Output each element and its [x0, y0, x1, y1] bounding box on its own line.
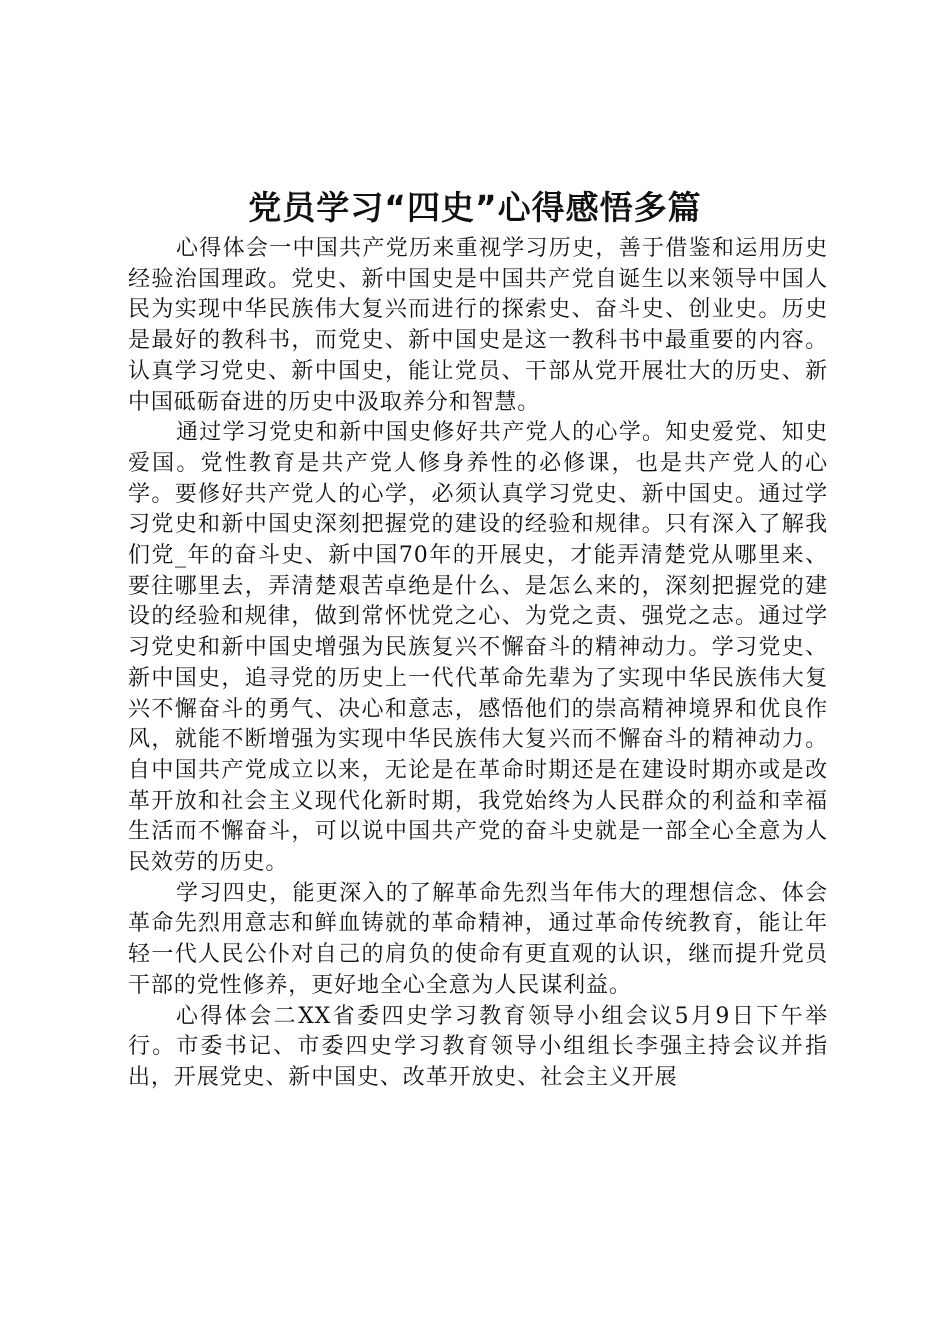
document-title: 党员学习“四史”心得感悟多篇	[248, 188, 702, 227]
paragraph-1: 心得体会一中国共产党历来重视学习历史，善于借鉴和运用历史经验治国理政。党史、新中国史是中国共产党自诞生以来领导中国人民为实现中华民族伟大复兴而进行的探索史、奋斗史、创业史。历史是最好的教科书，而党史、新中国史是这一教科书中最重要的内容。认真学习党史、新中国史，能让党员、干部从党开展壮大的历史、新中国砥砺奋进的历史中汲取养分和智慧。	[128, 236, 828, 415]
paragraph-2: 通过学习党史和新中国史修好共产党人的心学。知史爱党、知史爱国。党性教育是共产党人修身养性的必修课，也是共产党人的心学。要修好共产党人的心学，必须认真学习党史、新中国史。通过学习党史和新中国史深刻把握党的建设的经验和规律。只有深入了解我们党_年的奋斗史、新中国70年的开展史，才能弄清楚党从哪里来、要往哪里去，弄清楚艰苦卓绝是什么、是怎么来的，深刻把握党的建设的经验和规律，做到常怀忧党之心、为党之责、强党之志。通过学习党史和新中国史增强为民族复兴不懈奋斗的精神动力。学习党史、新中国史，追寻党的历史上一代代革命先辈为了实现中华民族伟大复兴不懈奋斗的勇气、决心和意志，感悟他们的崇高精神境界和优良作风，就能不断增强为实现中华民族伟大复兴而不懈奋斗的精神动力。自中国共产党成立以来，无论是在革命时期还是在建设时期亦或是改革开放和社会主义现代化新时期，我党始终为人民群众的利益和幸福生活而不懈奋斗，可以说中国共产党的奋斗史就是一部全心全意为人民效劳的历史。	[128, 420, 828, 876]
paragraph-3: 学习四史，能更深入的了解革命先烈当年伟大的理想信念、体会革命先烈用意志和鲜血铸就的革命精神，通过革命传统教育，能让年轻一代人民公仆对自己的肩负的使命有更直观的认识，继而提升党员干部的党性修养，更好地全心全意为人民谋利益。	[128, 880, 828, 998]
document-body	[128, 234, 828, 1094]
paragraph-4: 心得体会二XX省委四史学习教育领导小组会议5月9日下午举行。市委书记、市委四史学习教育领导小组组长李强主持会议并指出，开展党史、新中国史、改革开放史、社会主义开展	[128, 1003, 828, 1090]
